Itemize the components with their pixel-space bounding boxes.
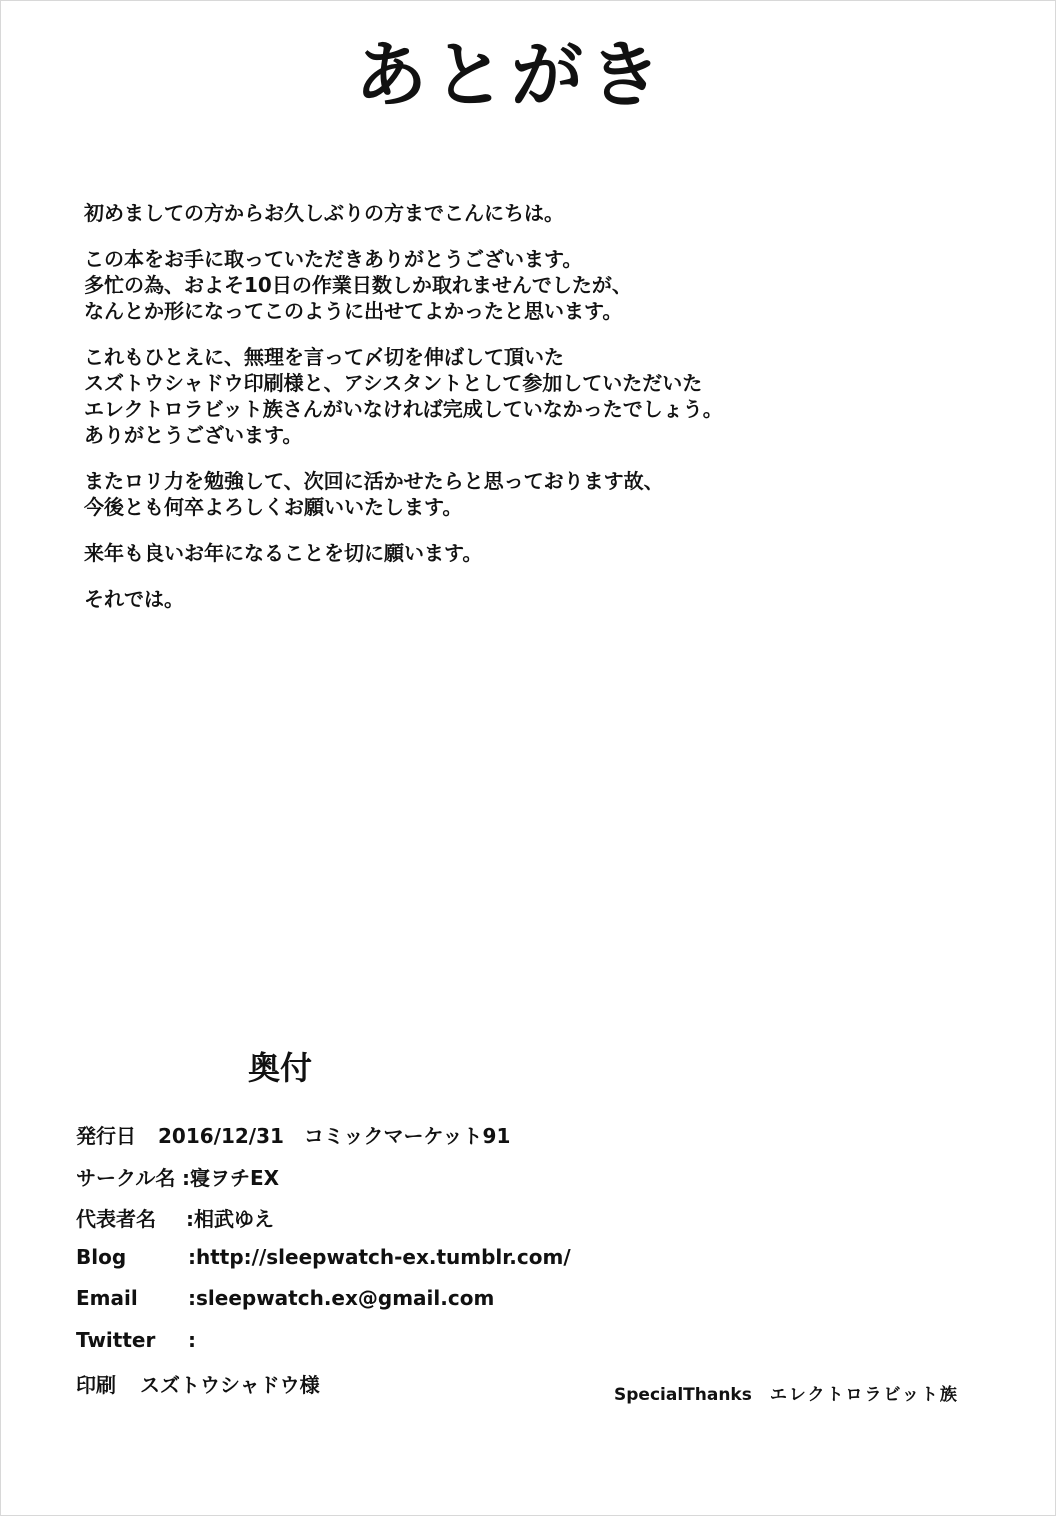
colophon-key: Twitter — [76, 1327, 156, 1352]
colophon-key: Blog — [76, 1244, 127, 1269]
text-line: ありがとうございます。 — [84, 423, 303, 447]
colophon-value: :寝ヲチEX — [182, 1165, 280, 1190]
colophon-key: Email — [76, 1286, 138, 1310]
paragraph — [84, 344, 1024, 448]
text-line: スズトウシャドウ印刷様と、アシスタントとして参加していただいた — [84, 371, 703, 395]
text-line: それでは。 — [84, 587, 184, 611]
text-line: なんとか形になってこのように出せてよかったと思います。 — [84, 299, 623, 323]
text-line: またロリ力を勉強して、次回に活かせたらと思っております故、 — [84, 469, 664, 493]
text-line: エレクトロラビット族さんがいなければ完成していなかったでしょう。 — [84, 397, 723, 421]
colophon-value: : — [188, 1327, 196, 1352]
page-title: あとがき — [354, 33, 667, 117]
colophon-title: 奥付 — [248, 1049, 313, 1087]
paragraph — [84, 586, 1024, 612]
special-thanks-label: SpecialThanks — [614, 1385, 752, 1405]
special-thanks — [614, 1380, 959, 1405]
paragraph — [84, 200, 1024, 226]
paragraph — [84, 468, 1024, 520]
colophon-key: 発行日 — [76, 1124, 136, 1148]
colophon-value: スズトウシャドウ様 — [140, 1373, 320, 1397]
paragraph — [84, 246, 1024, 324]
colophon-key: 印刷 — [76, 1373, 116, 1397]
colophon-value: 2016/12/31 コミックマーケット91 — [158, 1124, 511, 1148]
special-thanks-name: エレクトロラビット族 — [769, 1385, 959, 1405]
colophon-value: :相武ゆえ — [186, 1207, 274, 1231]
text-line: これもひとえに、無理を言って〆切を伸ばして頂いた — [84, 345, 564, 369]
text-line: 初めましての方からお久しぶりの方までこんにちは。 — [84, 201, 564, 225]
text-line: この本をお手に取っていただきありがとうございます。 — [84, 247, 583, 271]
text-line: 来年も良いお年になることを切に願います。 — [84, 541, 483, 565]
paragraph — [84, 540, 1024, 566]
colophon-key: 代表者名 — [76, 1207, 156, 1231]
text-line: 今後とも何卒よろしくお願いいたします。 — [84, 495, 463, 519]
email-link[interactable]: :sleepwatch.ex@gmail.com — [188, 1286, 495, 1310]
blog-link[interactable]: :http://sleepwatch-ex.tumblr.com/ — [188, 1244, 571, 1269]
colophon-key: サークル名 — [76, 1165, 176, 1190]
text-line: 多忙の為、およそ10日の作業日数しか取れませんでしたが、 — [84, 273, 632, 297]
afterword-body — [84, 200, 1024, 632]
